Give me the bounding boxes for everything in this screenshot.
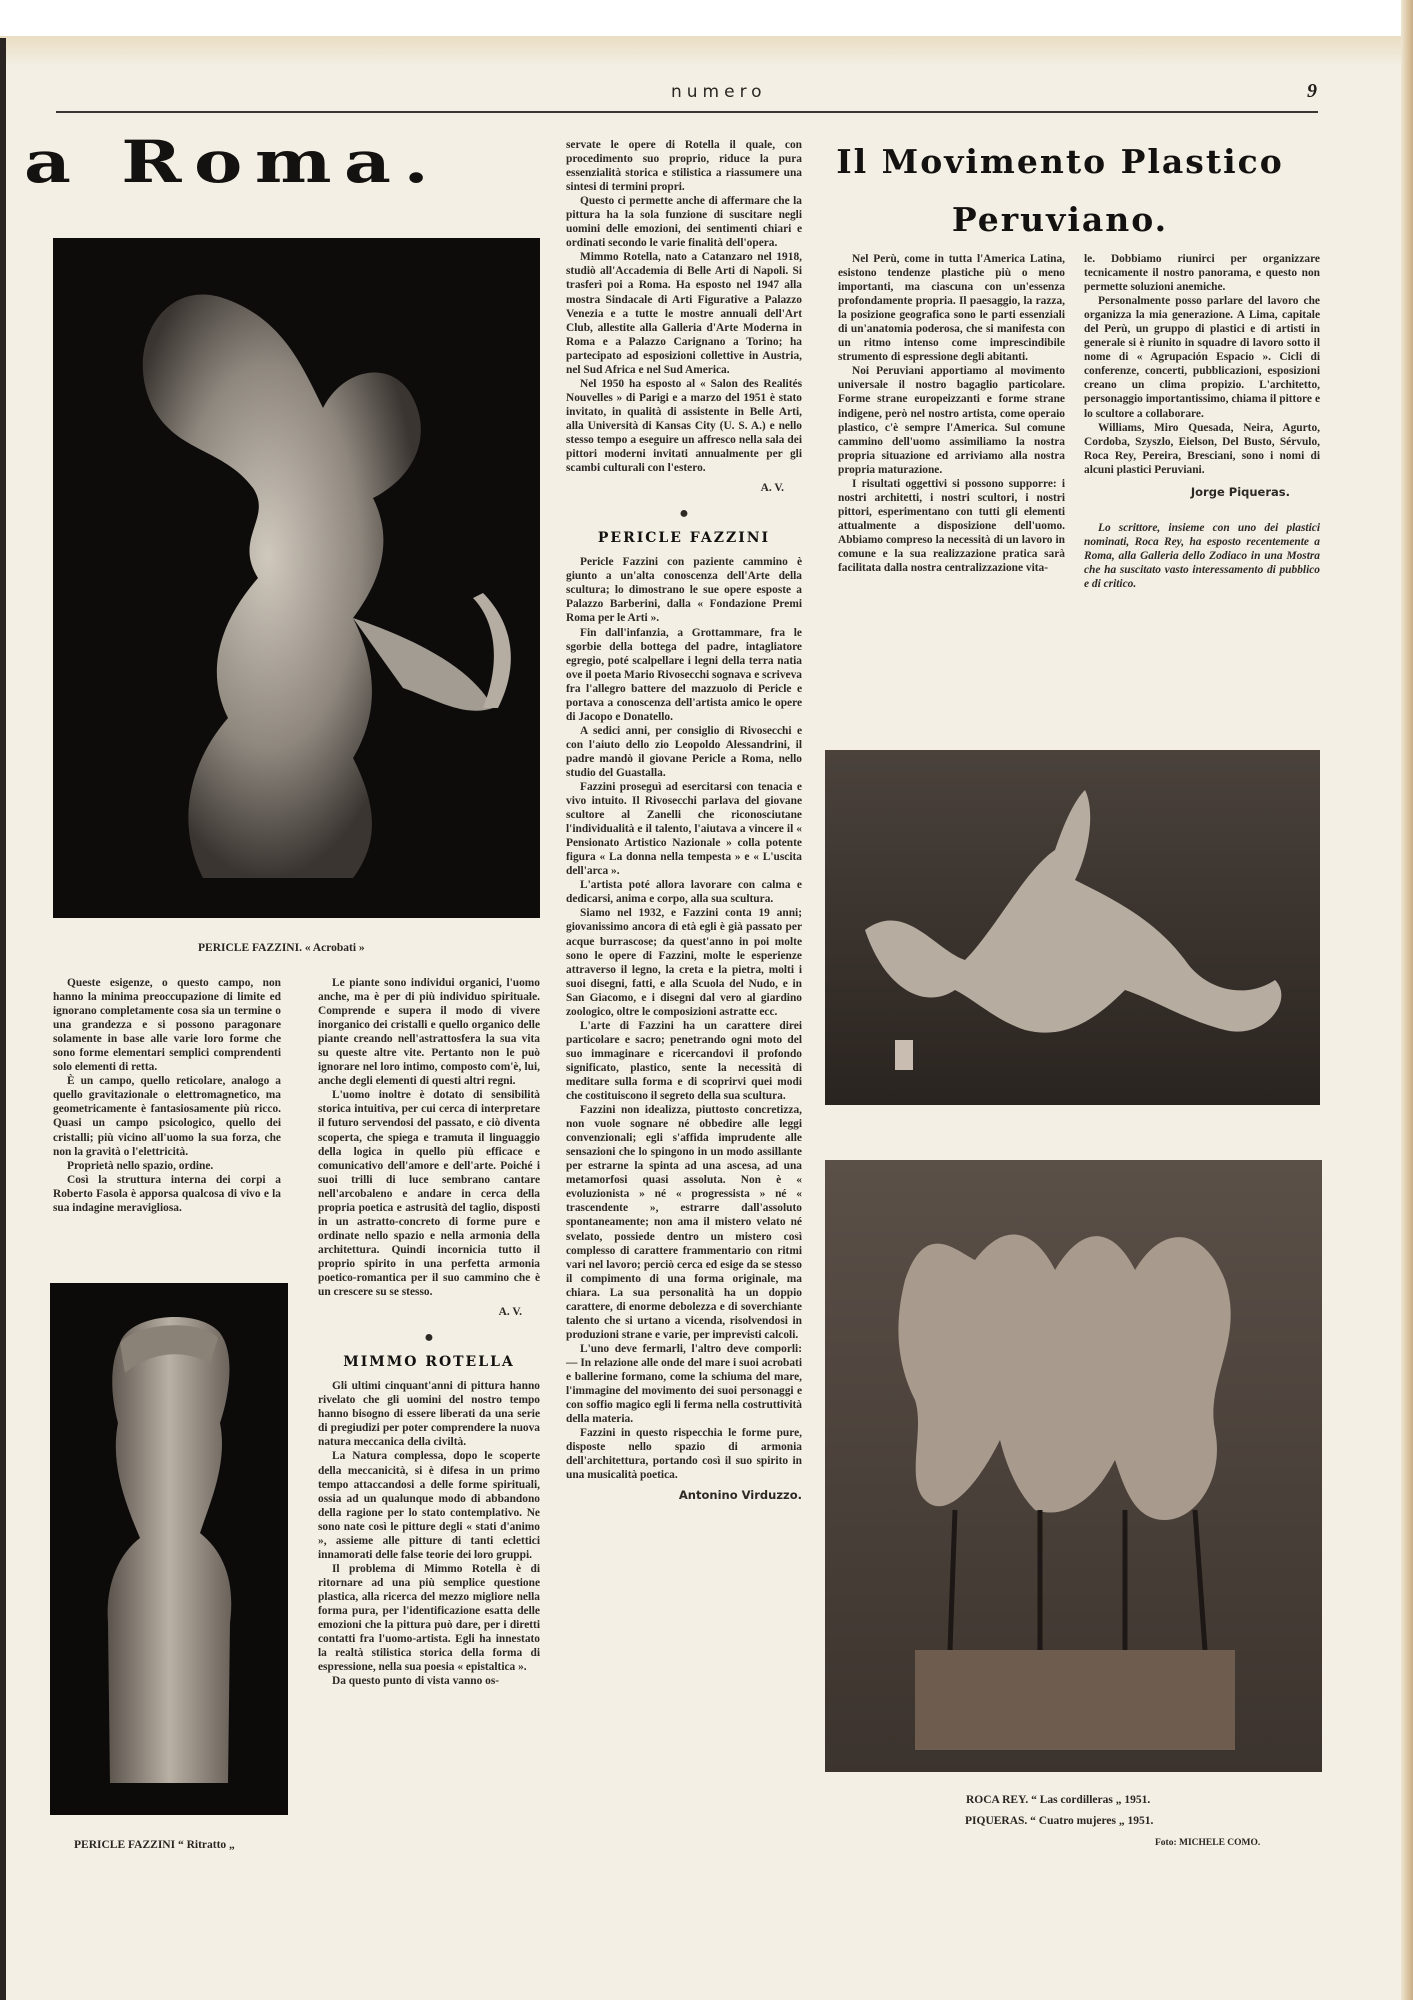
sculpture-acrobati-image xyxy=(53,238,540,918)
caption-ritratto: PERICLE FAZZINI “ Ritratto „ xyxy=(74,1839,235,1851)
roma-column-2 xyxy=(318,976,540,1688)
paragraph: Nel 1950 ha esposto al « Salon des Realités Nouvelles » di Parigi e a marzo del 1951 è stato invitato, in qualità di assistente in Belle Arti, alla Università di Kansas City (U. S. A.) e nello stesso tempo a eseguire un affresco nella sala dei pittori moderni invitati annualmente per gli scambi culturali con l'estero. xyxy=(566,377,802,475)
sculpture-cuatro-mujeres-image xyxy=(825,1160,1322,1772)
page-number: 9 xyxy=(1307,80,1317,102)
paragraph: I risultati oggettivi si possono supporre: i nostri architetti, i nostri scultori, i nostri pittori, esperimentano con tutti gli elementi attualmente a disposizione dell'uomo. Abbiamo compreso la necessità di un lavoro in comune e la sua realizzazione pratica sarà facilitata dalla nostra centralizzazione vita- xyxy=(838,477,1065,575)
page-edge-left xyxy=(0,38,6,2000)
caption-acrobati: PERICLE FAZZINI. « Acrobati » xyxy=(198,942,365,954)
paragraph: Proprietà nello spazio, ordine. xyxy=(67,1159,214,1172)
roma-column-3 xyxy=(566,138,802,1502)
sculpture-cordilleras-image xyxy=(825,750,1320,1105)
signature: A. V. xyxy=(498,1306,522,1319)
paragraph: Mimmo Rotella, nato a Catanzaro nel 1918, studiò all'Accademia di Belle Arti di Napoli. Si trasferì poi a Roma. Ha esposto nel 1947 alla mostra Sindacale di Arti Figurative a Palazzo Venezia e a tutte le mostre annuali dell'Art Club, allestite alla Galleria d'Arte Moderna in Roma e a Palazzo Carignano a Torino; ha partecipato ad esposizioni collettive in Austria, nel Sud Africa e nel Sud America. xyxy=(566,251,802,376)
paragraph: Gli ultimi cinquant'anni di pittura hanno rivelato che gli uomini del nostro tempo hanno bisogno di essere liberati da una serie di pregiudizi per poter comprendere la nuova natura meccanica della civiltà. xyxy=(318,1380,540,1449)
paragraph: Lo scrittore, insieme con uno dei plastici nominati, Roca Rey, ha esposto recentemente a Roma, alla Galleria dello Zodiaco in una Mostra che ha suscitato vasto interessamento di pubblico e di critico. xyxy=(1084,521,1320,590)
paragraph: La Natura complessa, dopo le scoperte della meccanicità, si è difesa in un primo tempo attaccandosi a delle forme spirituali, ossia ad un qualunque modo di abbandono della ragione per lo stato contemplativo. Ne sono nate così le pitture degli « stati d'animo », assieme alle pitture di tanti eclettici innamorati delle false teorie dei loro gruppi. xyxy=(318,1450,540,1561)
paragraph: A sedici anni, per consiglio di Rivosecchi e con l'aiuto dello zio Leopoldo Alessandrini, il padre mandò il giovane Pericle a Roma, nello studio del Guastalla. xyxy=(566,724,802,779)
editor-note xyxy=(1084,521,1320,591)
paragraph: Da questo punto di vista vanno os- xyxy=(332,1675,500,1688)
paragraph: Fazzini in questo rispecchia le forme pure, disposte nello spazio di armonia dell'architettura, portando così il suo spirito in una musicalità poetica. xyxy=(566,1427,802,1482)
paragraph: L'artista poté allora lavorare con calma e dedicarsi, anima e corpo, alla sua scultura. xyxy=(566,879,802,906)
paragraph: È un campo, quello reticolare, analogo a quello gravitazionale o elettromagnetico, ma geometricamente è fantasiosamente più ricco. Quasi un campo psicologico, quello dei cristalli; più vicino all'uomo la sua forza, che non la gravità o l'elettricità. xyxy=(53,1075,281,1158)
header-rule xyxy=(56,111,1318,113)
paragraph: Così la struttura interna dei corpi a Roberto Fasola è apporsa qualcosa di vivo e la sua indagine meravigliosa. xyxy=(53,1173,281,1214)
paragraph: servate le opere di Rotella il quale, con procedimento suo proprio, riduce la pura essenzialità storica e stilistica a riassumere una sintesi di termini propri. xyxy=(566,139,802,194)
paragraph: le. Dobbiamo riunirci per organizzare tecnicamente il nostro panorama, e questo non permette soluzioni anemiche. xyxy=(1084,253,1320,294)
photo-las-cordilleras xyxy=(825,750,1320,1105)
paragraph: Fazzini proseguì ad esercitarsi con tenacia e vivo intuito. Il Rivosecchi parlava del giovane scultore al Zanelli che riconosciutane l'individualità e il talento, l'aiutava a vincere il « Pensionato Artistico Nazionale » colla potente figura « La donna nella tempesta » e « L'uscita dell'arca ». xyxy=(566,781,802,878)
headline-peru-line2: Peruviano. xyxy=(951,200,1169,239)
paragraph: Queste esigenze, o questo campo, non hanno la minima preoccupazione di limite ed ignorano completamente cosa sia un termine o una grandezza e si possono paragonare solamente in base alle varie loro forme che sono forme elementari semplici comprendenti solo elementi di retta. xyxy=(53,977,281,1074)
sculpture-ritratto-image xyxy=(50,1283,288,1815)
photo-acrobati xyxy=(53,238,540,918)
peru-column-1 xyxy=(838,252,1065,575)
paper-stain xyxy=(0,36,1413,66)
paragraph: Pericle Fazzini con paziente cammino è giunto a un'alta conoscenza dell'Arte della scultura; lo dimostrano le sue opere esposte a Palazzo Barberini, dalla « Fondazione Premi Roma per le Arti ». xyxy=(566,556,802,625)
paragraph: Fazzini non idealizza, piuttosto concretizza, non vuole sognare né obbedire alle leggi convenzionali; egli s'affida imprudente alle sensazioni che lo spingono in un modo assillante per estrarne la spinta ad una ascesa, ad una metamorfosi quasi assoluta. Non è « evoluzionista » né « progressista » né « trascendente », estrarre dall'assoluto spontaneamente; non ama il mistero velato né svelato, possiede dentro un mistero così complesso di carattere frammentario con ritmi vari nel lavoro; perciò cerca ed esige da se stesso il compimento di una forma originale, ma chiara. La sua personalità ha un doppio carattere, di enorme debolezza e di soverchiante talento che si urtano a vicenda, risolvendosi in produzioni strane e varie, per imprevisti calcoli. xyxy=(566,1104,802,1341)
scan-margin-top xyxy=(0,0,1413,37)
paragraph: Williams, Miro Quesada, Neira, Agurto, Cordoba, Szyszlo, Eielson, Del Busto, Sérvulo, Roca Rey, Pereira, Bresciani, sono i nomi di alcuni plastici Peruviani. xyxy=(1084,421,1320,476)
section-heading-mimmo-rotella: MIMMO ROTELLA xyxy=(343,1354,515,1371)
paragraph: Fin dall'infanzia, a Grottammare, fra le sgorbie della bottega del padre, intagliatore egregio, poté scalpellare i legni della terra natia ove il poeta Mario Rivosecchi sognava e scriveva fra l'allegro battere del mazzuolo di Pericle e portava a conoscenza dell'artista amico le opere di Jacopo e Donatello. xyxy=(566,626,802,723)
page-edge-right xyxy=(1401,0,1413,2000)
paragraph: Noi Peruviani apportiamo al movimento universale il nostro bagaglio particolare. Forme strane europeizzanti e forme strane indigene, però nel nostro artista, come operaio plastico, c'è sempre l'America. Sul comune cammino dell'uomo assimiliamo la nostra propria situazione ed arriviamo alla nostra propria maturazione. xyxy=(838,365,1065,476)
headline-peru-line1: Il Movimento Plastico xyxy=(836,142,1284,181)
caption-las-cordilleras: ROCA REY. “ Las cordilleras „ 1951. xyxy=(966,1794,1151,1806)
paragraph: L'uomo inoltre è dotato di sensibilità storica intuitiva, per cui cerca di interpretare il futuro servendosi del passato, e ciò diventa scoperta, che spiega e tramuta il linguaggio della logica in quello più efficace e comunicativo dell'amore e dell'arte. Poiché i suoi trilli di luce sembrano cantare nell'arcobaleno e andare in cerca della propria poetica e astrusità del taglio, disposti in un astratto-concreto di forme pure e ordinate nello spazio e nella armonia della architettura. Quindi incornicia tutto il proprio spirito in una perfetta armonia poetico-romantica per il suo cammino che è un crescere su se stesso. xyxy=(318,1089,540,1299)
paragraph: Le piante sono individui organici, l'uomo anche, ma è per di più individuo spirituale. Comprende e supera il modo di vivere inorganico dei cristalli e quello organico delle piante creando nell'astrattosfera la sua vita su queste altre vite. Pertanto non le può ignorare nel loro intimo, composto com'è, lui, anche degli elementi di questi altri regni. xyxy=(318,977,540,1088)
signature: A. V. xyxy=(760,482,784,495)
section-heading-pericle-fazzini: PERICLE FAZZINI xyxy=(597,530,771,547)
paragraph: Il problema di Mimmo Rotella è di ritornare ad una più semplice questione plastica, alla ricerca del mezzo migliore nella forma pura, per l'identificazione esatta delle emozioni che la pittura può dare, per i diretti contatti fra l'uomo-artista. Egli ha innestato la realtà stilistica storica della forma di espressione, nella sua poesia « epistaltica ». xyxy=(318,1562,540,1674)
section-bullet: ● xyxy=(424,1329,434,1347)
roma-column-1 xyxy=(53,976,281,1215)
headline-peru xyxy=(820,133,1300,249)
author-virduzzo: Antonino Virduzzo. xyxy=(678,1488,802,1503)
paragraph: Nel Perù, come in tutta l'America Latina, esistono tendenze plastiche più o meno importanti, ma ciascuna con un'essenza profondamente propria. Il paesaggio, la razza, la posizione geografica sono le parti essenziali di un'anatomia poderosa, che si manifesta con un ritmo intenso come imprescindibile strumento di espressione degli abitanti. xyxy=(838,253,1065,364)
section-bullet: ● xyxy=(679,505,689,523)
paragraph: Questo ci permette anche di affermare che la pittura ha la sola funzione di suscitare negli uomini delle emozioni, dei sentimenti chiari e ordinati secondo le varie finalità dell'opera. xyxy=(566,195,802,250)
headline-roma: a Roma. xyxy=(24,128,442,196)
photo-credit: Foto: MICHELE COMO. xyxy=(1155,1838,1261,1848)
photo-cuatro-mujeres xyxy=(825,1160,1322,1772)
photo-ritratto xyxy=(50,1283,288,1815)
paragraph: Siamo nel 1932, e Fazzini conta 19 anni; giovanissimo ancora di età egli è già passato per acque burrascose; da quest'anno in poi molte sono le opere di Fazzini, molte le esperienze attraverso il legno, la creta e la pietra, molti i suoi disegni, fatti, e alla Scuola del Nudo, e in San Giacomo, e i disegni dal vero al giardino zoologico, oltre le composizioni astratte ecc. xyxy=(566,907,802,1018)
paragraph: Personalmente posso parlare del lavoro che organizza la mia generazione. A Lima, capitale del Perù, un gruppo di plastici e di artisti in generale si è riunito in squadre di lavoro sotto il nome di « Agrupación Espacio ». Cicli di conferenze, concerti, pubblicazioni, esposizioni creano un clima propizio. L'architetto, personaggio importantissimo, chiama il pittore e lo scultore a collaborare. xyxy=(1084,295,1320,420)
peru-column-2 xyxy=(1084,252,1320,591)
paragraph: L'uno deve fermarli, l'altro deve comporli: — In relazione alle onde del mare i suoi acrobati e ballerine formano, come la schiuma del mare, l'immagine del movimento dei suoi personaggi e con soffio magico egli li ferma nella costruttività della materia. xyxy=(566,1342,802,1426)
masthead: numero xyxy=(671,82,767,102)
paragraph: L'arte di Fazzini ha un carattere direi particolare e sacro; penetrando ogni moto del suo immaginare e ricercandovi il profondo significato, plastico, sente la necessità di meditare sulla forma e di scoprirvi quei modi che costituiscono il segreto della sua scultura. xyxy=(566,1019,802,1103)
caption-cuatro-mujeres: PIQUERAS. “ Cuatro mujeres „ 1951. xyxy=(965,1815,1154,1827)
author-piqueras: Jorge Piqueras. xyxy=(1190,484,1290,499)
